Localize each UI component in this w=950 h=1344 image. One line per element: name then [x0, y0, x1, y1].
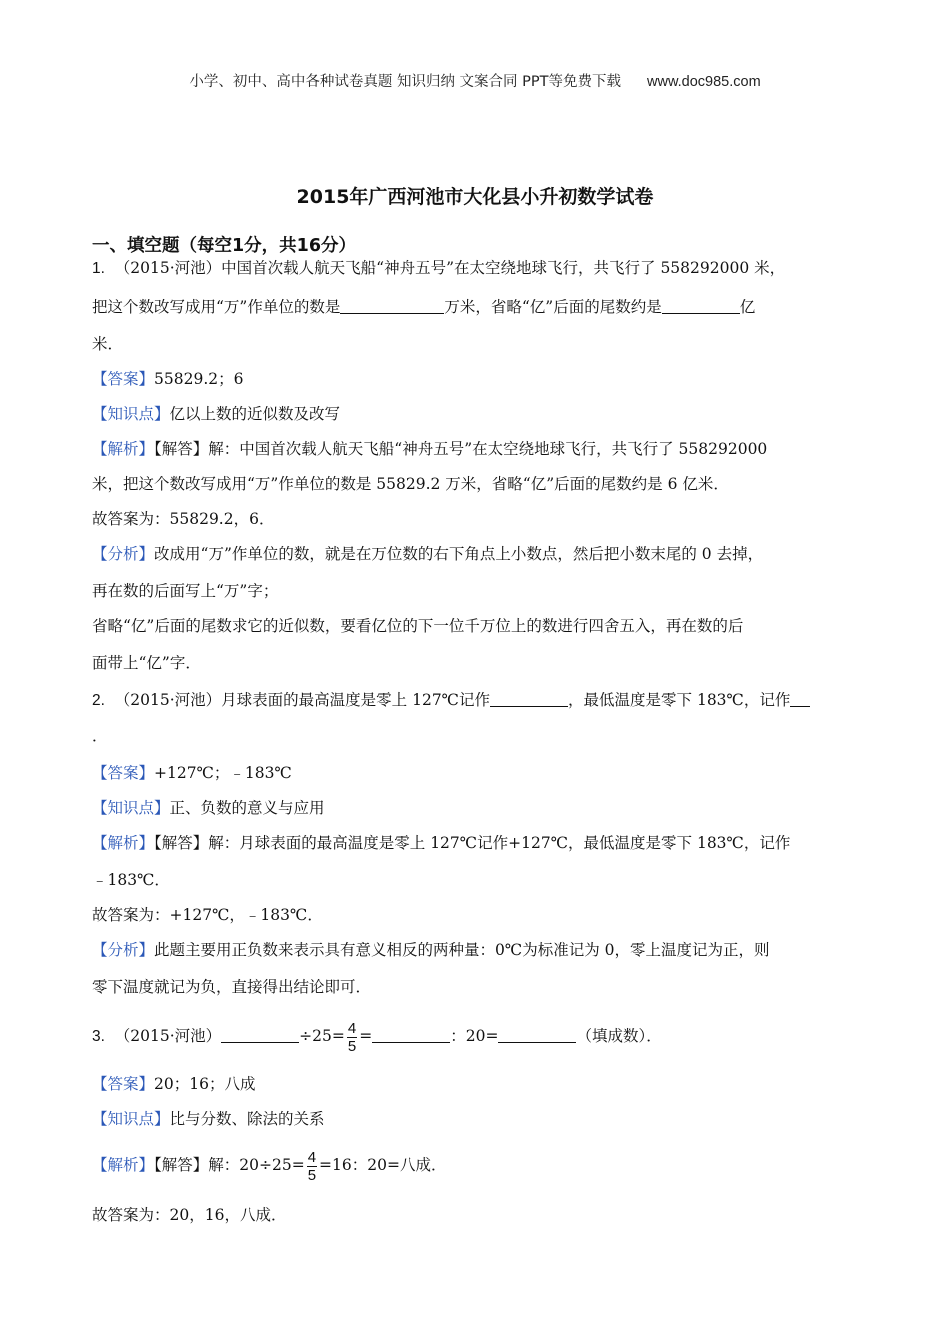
answer-tag: 【答案】	[92, 1075, 155, 1093]
header-text: 小学、初中、高中各种试卷真题 知识归纳 文案合同 PPT等免费下载	[189, 74, 622, 90]
q3-blank-2[interactable]	[372, 1026, 450, 1043]
q3-answer-value: 20；16；八成	[154, 1075, 256, 1093]
q1-analysis-text-1: 【解答】解：中国首次载人航天飞船“神舟五号”在太空绕地球飞行，共飞行了 558292000	[154, 440, 768, 458]
q2-fenxi-text-1: 此题主要用正负数来表示具有意义相反的两种量：0℃为标准记为 0，零上温度记为正，则	[154, 941, 770, 959]
q1-analysis-1	[92, 438, 767, 460]
fraction-denominator: 5	[307, 1166, 317, 1184]
q3-knowledge-value: 比与分数、除法的关系	[169, 1110, 325, 1128]
q2-analysis-3: 故答案为：+127℃，﹣183℃．	[92, 906, 323, 924]
q1-blank-1[interactable]	[340, 297, 444, 314]
q1-line-2	[92, 296, 755, 318]
q1-number: 1.	[92, 260, 105, 277]
q1-fenxi-2: 再在数的后面写上“万”字；	[92, 582, 279, 600]
q1-answer-value: 55829.2；6	[154, 370, 244, 388]
q3-analysis-1	[92, 1145, 446, 1185]
q1-text-2b: 万米，省略“亿”后面的尾数约是	[444, 298, 662, 316]
q3-analysis-text-b: =16：20=八成．	[319, 1156, 447, 1174]
q2-answer-value: +127℃；﹣183℃	[154, 764, 292, 782]
q2-line-1	[92, 689, 810, 712]
q2-analysis-text-1: 【解答】解：月球表面的最高温度是零上 127℃记作+127℃，最低温度是零下 183℃，记作	[154, 834, 791, 852]
analysis-tag: 【解析】	[92, 1156, 155, 1174]
q1-fenxi-1	[92, 543, 763, 565]
page-header	[0, 70, 950, 91]
page-title: 2015年广西河池市大化县小升初数学试卷	[296, 186, 654, 208]
fenxi-tag: 【分析】	[92, 545, 155, 563]
q2-analysis-1	[92, 832, 790, 854]
q2-fenxi-1	[92, 939, 770, 961]
q2-line-2: ．	[92, 727, 108, 745]
q1-analysis-2: 米，把这个数改写成用“万”作单位的数是 55829.2 万米，省略“亿”后面的尾数约是 6 亿米．	[92, 475, 729, 493]
q1-line-1	[92, 257, 785, 280]
q1-text-2a: 把这个数改写成用“万”作单位的数是	[92, 298, 341, 316]
analysis-tag: 【解析】	[92, 834, 155, 852]
q1-source: （2015·河池）	[114, 259, 222, 277]
fenxi-tag: 【分析】	[92, 941, 155, 959]
q3-analysis-fraction	[307, 1149, 317, 1184]
q3-ratio-text: ：20=	[450, 1027, 499, 1045]
q2-knowledge-value: 正、负数的意义与应用	[169, 799, 325, 817]
q3-blank-1[interactable]	[221, 1026, 299, 1043]
q1-line-3: 米．	[92, 335, 124, 353]
knowledge-tag: 【知识点】	[92, 799, 170, 817]
q3-analysis-text-a: 【解答】解：20÷25=	[154, 1156, 305, 1174]
knowledge-tag: 【知识点】	[92, 405, 170, 423]
answer-tag: 【答案】	[92, 370, 155, 388]
analysis-tag: 【解析】	[92, 440, 155, 458]
q2-blank-2[interactable]	[790, 690, 810, 707]
section-heading: 一、填空题（每空1分，共16分）	[92, 236, 357, 256]
q1-knowledge	[92, 403, 340, 425]
fraction-numerator: 4	[307, 1148, 317, 1166]
q1-answer	[92, 368, 243, 390]
q3-divide-text: ÷25=	[299, 1027, 345, 1045]
q1-text-2c: 亿	[739, 298, 756, 316]
fraction-denominator: 5	[347, 1037, 357, 1055]
header-url[interactable]: www.doc985.com	[647, 74, 761, 90]
q1-blank-2[interactable]	[662, 297, 740, 314]
q2-text-1b: ，最低温度是零下 183℃，记作	[568, 691, 791, 709]
fraction-numerator: 4	[347, 1019, 357, 1037]
q3-equals: =	[359, 1027, 373, 1045]
q2-number: 2.	[92, 692, 105, 709]
q1-analysis-3: 故答案为：55829.2，6．	[92, 510, 275, 528]
q1-fenxi-4: 面带上“亿”字．	[92, 654, 201, 672]
knowledge-tag: 【知识点】	[92, 1110, 170, 1128]
q3-line-1	[92, 1016, 662, 1057]
q2-source: （2015·河池）	[114, 691, 222, 709]
q1-fenxi-text-1: 改成用“万”作单位的数，就是在万位数的右下角点上小数点，然后把小数末尾的 0 去掉，	[154, 545, 764, 563]
q2-fenxi-2: 零下温度就记为负，直接得出结论即可．	[92, 978, 372, 996]
q1-knowledge-value: 亿以上数的近似数及改写	[169, 405, 341, 423]
q2-knowledge	[92, 797, 325, 819]
q3-fill-text: （填成数）．	[576, 1027, 662, 1045]
q1-text-1: 中国首次载人航天飞船“神舟五号”在太空绕地球飞行，共飞行了 558292000 米，	[221, 259, 786, 277]
q2-text-1a: 月球表面的最高温度是零上 127℃记作	[221, 691, 491, 709]
q3-blank-3[interactable]	[498, 1026, 576, 1043]
answer-tag: 【答案】	[92, 764, 155, 782]
q3-fraction	[347, 1020, 357, 1055]
q2-blank-1[interactable]	[490, 690, 568, 707]
q1-fenxi-3: 省略“亿”后面的尾数求它的近似数，要看亿位的下一位千万位上的数进行四舍五入，再在数的后	[92, 617, 744, 635]
q3-knowledge	[92, 1108, 325, 1130]
q3-answer	[92, 1073, 255, 1095]
q3-number: 3.	[92, 1028, 105, 1045]
q2-analysis-2: ﹣183℃．	[92, 871, 170, 889]
q2-answer	[92, 762, 292, 784]
q3-analysis-2: 故答案为：20，16，八成．	[92, 1206, 287, 1224]
q3-source: （2015·河池）	[114, 1027, 222, 1045]
